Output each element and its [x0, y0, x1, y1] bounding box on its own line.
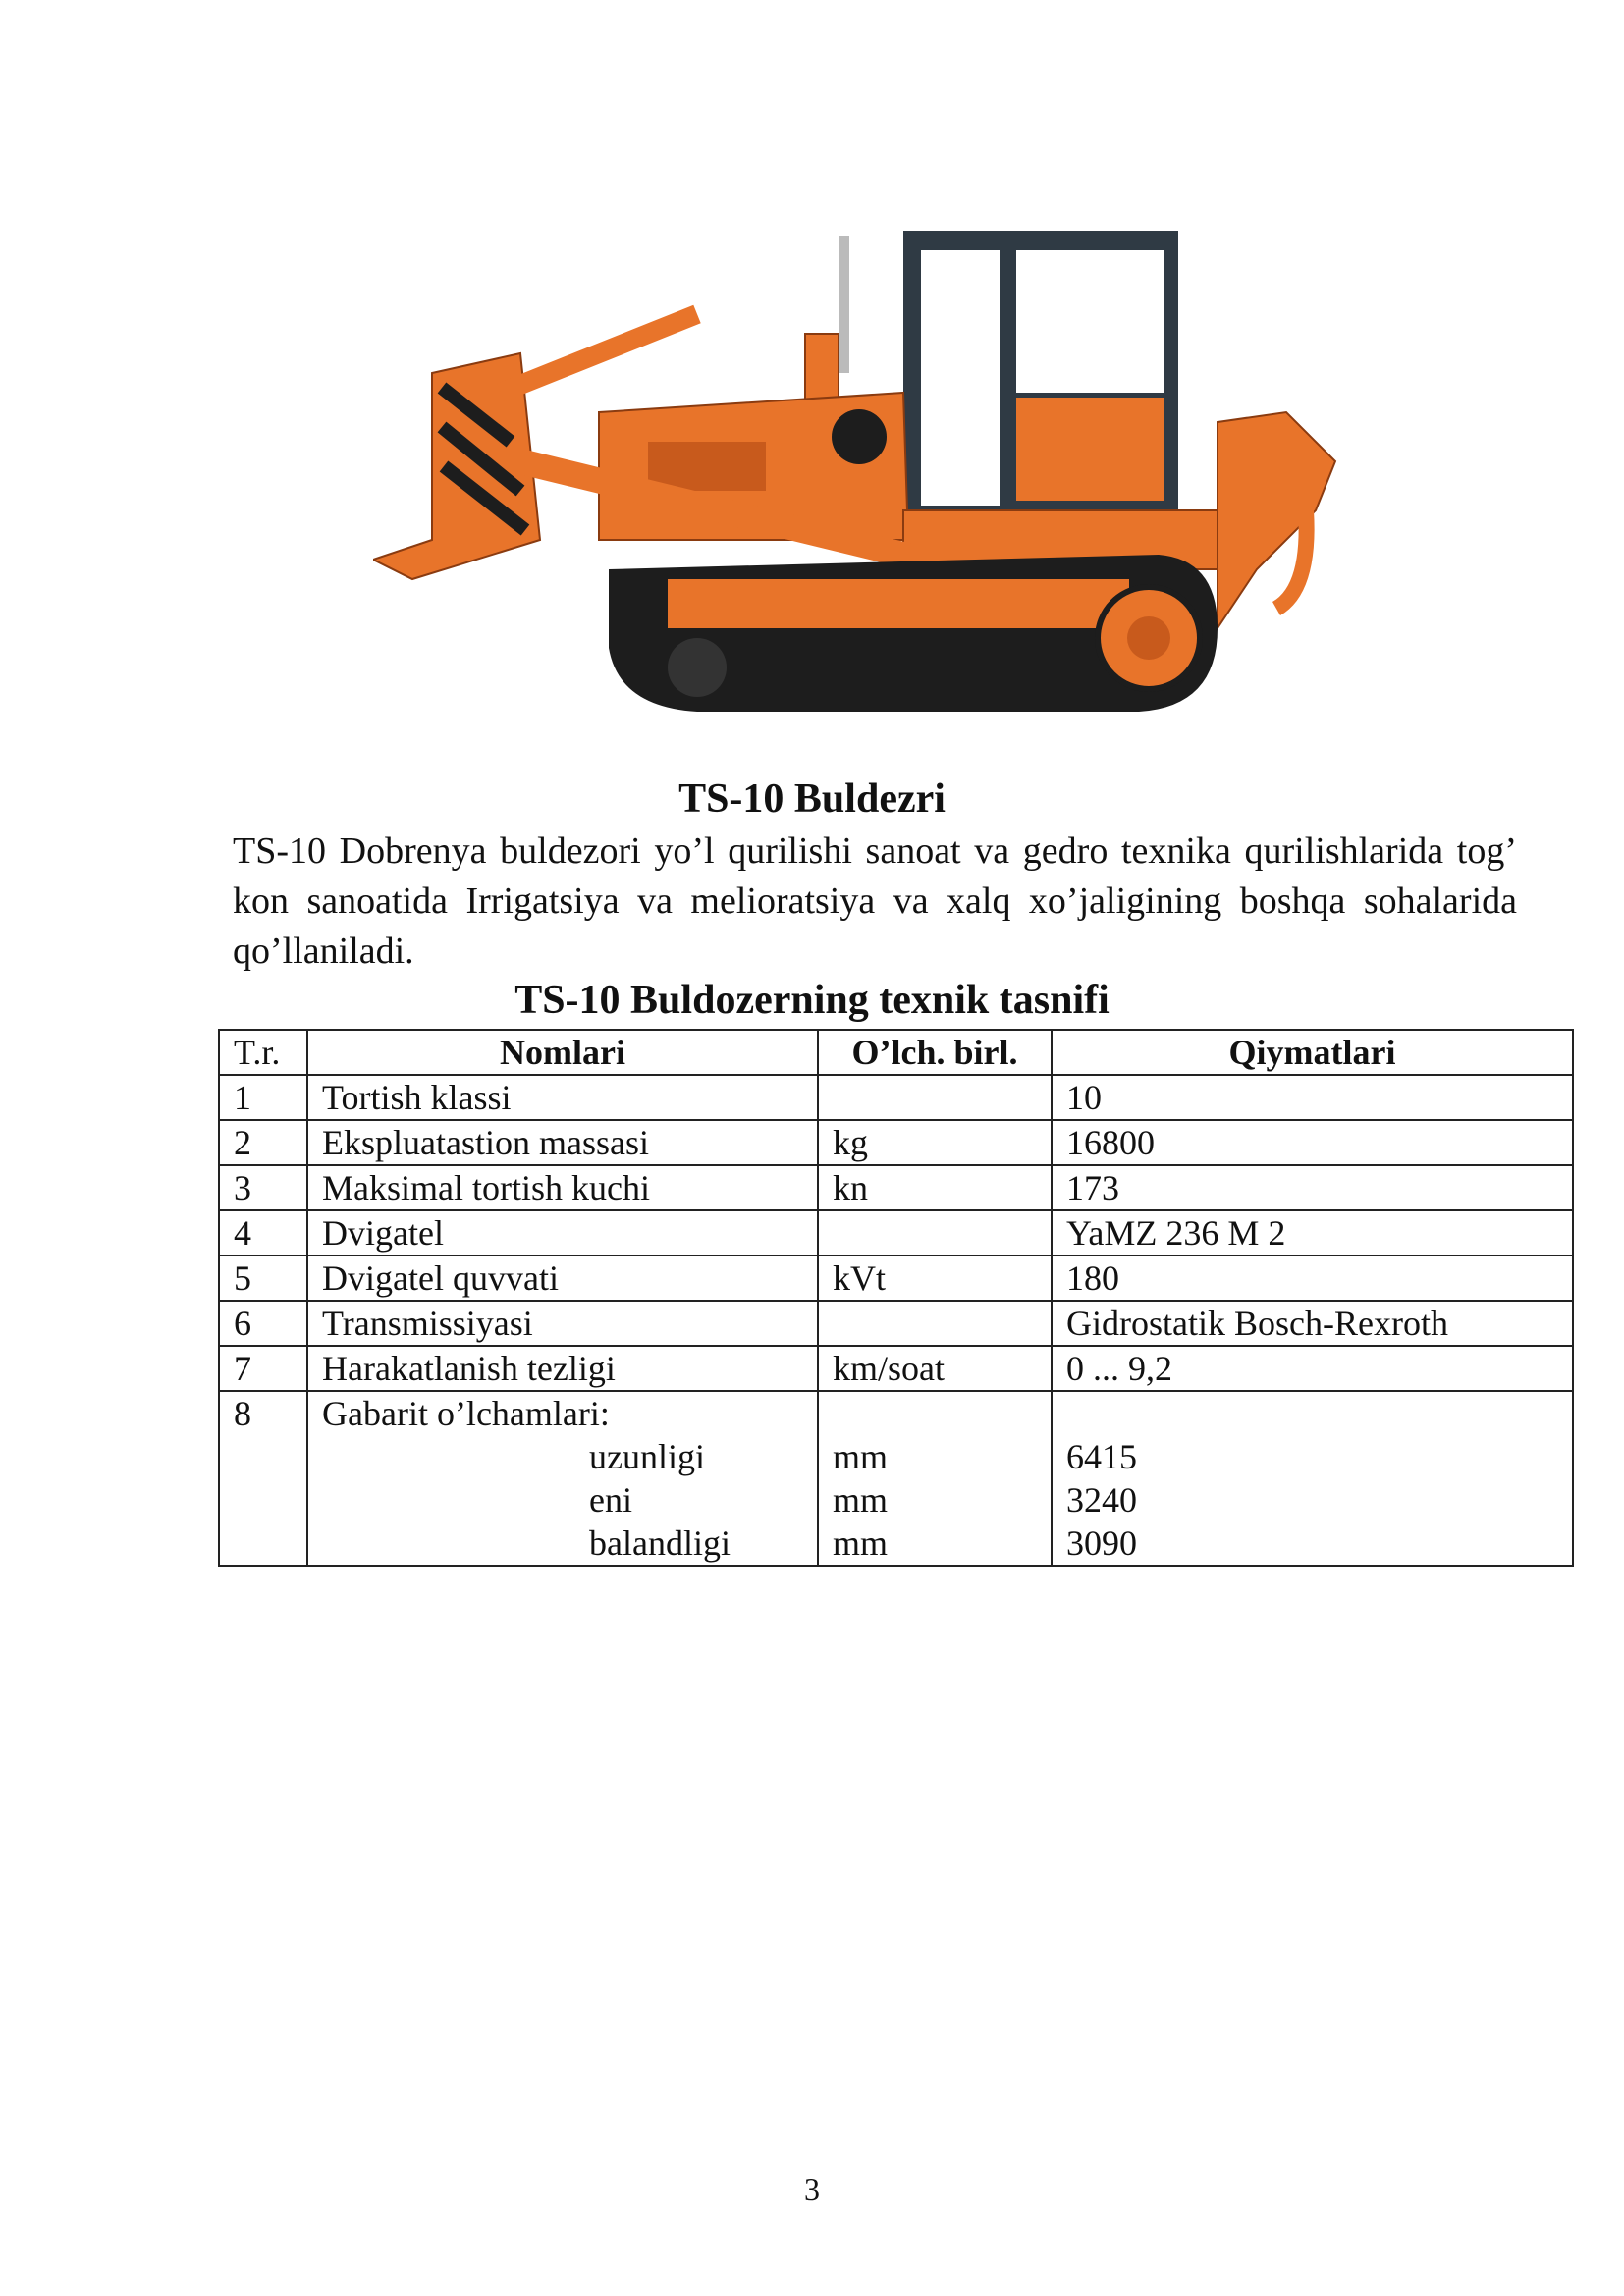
- page-number: 3: [804, 2171, 820, 2207]
- header-name: Nomlari: [307, 1030, 818, 1075]
- gabarit-sub-name: uzunligi: [589, 1437, 705, 1476]
- row-number: 3: [219, 1165, 307, 1210]
- gabarit-sub-unit: mm: [833, 1437, 889, 1476]
- row-name: Ekspluatastion massasi: [307, 1120, 818, 1165]
- row-unit-gabarit: [818, 1391, 1052, 1566]
- row-value: 0 ... 9,2: [1052, 1346, 1573, 1391]
- gabarit-sub-unit: mm: [833, 1480, 889, 1520]
- row-unit: [818, 1210, 1052, 1255]
- row-unit: kVt: [818, 1255, 1052, 1301]
- table-row: [219, 1210, 1573, 1255]
- row-value: 10: [1052, 1075, 1573, 1120]
- row-name: Dvigatel quvvati: [307, 1255, 818, 1301]
- spec-table: [218, 1029, 1574, 1567]
- table-row: [219, 1255, 1573, 1301]
- row-number: 4: [219, 1210, 307, 1255]
- row-number: 8: [219, 1391, 307, 1566]
- gabarit-sub-value: 3240: [1066, 1480, 1137, 1520]
- row-number: 2: [219, 1120, 307, 1165]
- row-number: 5: [219, 1255, 307, 1301]
- row-unit: kn: [818, 1165, 1052, 1210]
- row-number: 7: [219, 1346, 307, 1391]
- header-unit: O’lch. birl.: [818, 1030, 1052, 1075]
- gabarit-sub-value: 6415: [1066, 1437, 1137, 1476]
- table-row: [219, 1346, 1573, 1391]
- row-value: YaMZ 236 M 2: [1052, 1210, 1573, 1255]
- row-unit: [818, 1301, 1052, 1346]
- table-row-gabarit: [219, 1391, 1573, 1566]
- row-name: Harakatlanish tezligi: [307, 1346, 818, 1391]
- row-value: Gidrostatik Bosch-Rexroth: [1052, 1301, 1573, 1346]
- table-header-row: [219, 1030, 1573, 1075]
- row-unit: kg: [818, 1120, 1052, 1165]
- row-unit: [818, 1075, 1052, 1120]
- row-name: Maksimal tortish kuchi: [307, 1165, 818, 1210]
- gabarit-label: Gabarit o’lchamlari:: [322, 1394, 610, 1433]
- row-number: 6: [219, 1301, 307, 1346]
- gabarit-sub-unit: mm: [833, 1523, 889, 1563]
- table-title: TS-10 Buldozerning texnik tasnifi: [514, 978, 1110, 1023]
- table-row: [219, 1120, 1573, 1165]
- row-name-gabarit: [307, 1391, 818, 1566]
- gabarit-sub-name: balandligi: [589, 1523, 731, 1563]
- gabarit-sub-value: 3090: [1066, 1523, 1137, 1563]
- image-caption: TS-10 Buldezri: [678, 776, 946, 822]
- row-value: 173: [1052, 1165, 1573, 1210]
- gabarit-sub-name: eni: [589, 1480, 632, 1520]
- table-row: [219, 1075, 1573, 1120]
- row-value: 16800: [1052, 1120, 1573, 1165]
- table-row: [219, 1165, 1573, 1210]
- header-number: T.r.: [219, 1030, 307, 1075]
- row-name: Dvigatel: [307, 1210, 818, 1255]
- bulldozer-illustration: [373, 216, 1375, 746]
- row-value: 180: [1052, 1255, 1573, 1301]
- table-row: [219, 1301, 1573, 1346]
- description-paragraph: TS-10 Dobrenya buldezori yo’l qurilishi sanoat va gedro texnika qurilishlarida tog’ kon sanoatida Irrigatsiya va melioratsiya va xalq xo’jaligining boshqa sohalarida qo’llaniladi.: [233, 830, 1517, 972]
- row-name: Tortish klassi: [307, 1075, 818, 1120]
- row-unit: km/soat: [818, 1346, 1052, 1391]
- header-value: Qiymatlari: [1052, 1030, 1573, 1075]
- row-value-gabarit: [1052, 1391, 1573, 1566]
- row-name: Transmissiyasi: [307, 1301, 818, 1346]
- row-number: 1: [219, 1075, 307, 1120]
